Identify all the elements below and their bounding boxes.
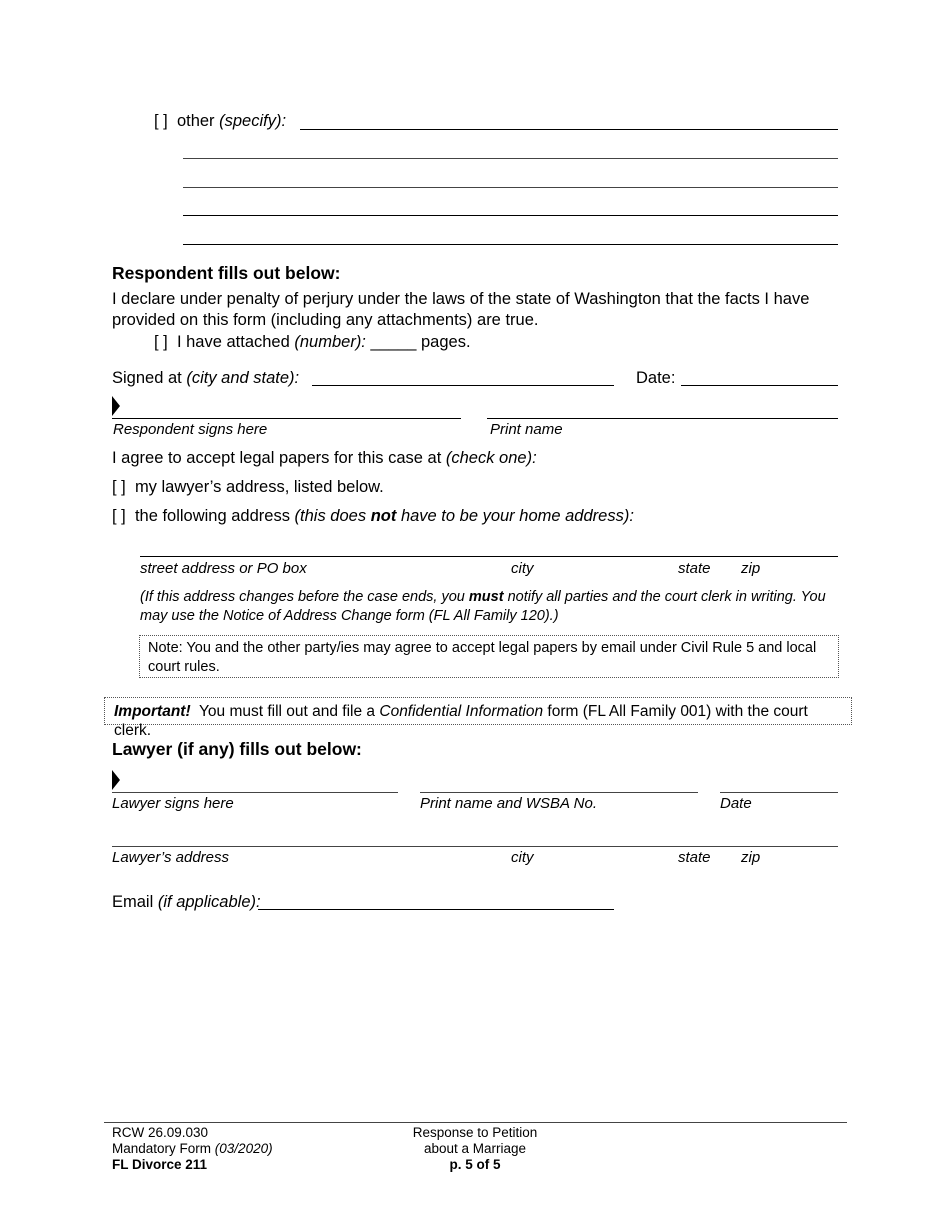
respondent-sign-caption: Respondent signs here	[113, 421, 268, 438]
respondent-print-name-field[interactable]	[487, 418, 838, 419]
address-change-notice: (If this address changes before the case ends, you must notify all parties and the court clerk in writing. You may use the Notice of Address Change form (FL All Family 120).)	[140, 589, 826, 624]
option-lawyer-label: my lawyer’s address, listed below.	[134, 478, 384, 496]
email-field[interactable]	[258, 909, 614, 910]
sign-arrow-icon	[112, 396, 120, 416]
important-box: Important! You must fill out and file a Confidential Information form (FL All Family 001) with the court clerk.	[104, 697, 852, 725]
lawyer-address-field[interactable]	[112, 846, 838, 847]
footer-left	[112, 1125, 273, 1173]
lawyer-date-field[interactable]	[720, 792, 838, 793]
attached-row	[154, 333, 471, 352]
respondent-heading: Respondent fills out below:	[112, 263, 341, 283]
option-following-checkbox[interactable]: [ ]	[112, 507, 126, 525]
email-hint: (if applicable):	[157, 893, 261, 911]
attached-number-hint: (number):	[294, 333, 366, 351]
other-checkbox[interactable]: [ ]	[154, 112, 168, 130]
lawyer-print-caption: Print name and WSBA No.	[420, 795, 598, 812]
attached-checkbox[interactable]: [ ]	[154, 333, 168, 351]
lawyer-state-caption: state	[678, 849, 711, 866]
other-line-5[interactable]	[183, 244, 838, 245]
agree-text: I agree to accept legal papers for this case at (check one):	[112, 449, 537, 467]
footer-rule	[104, 1122, 847, 1123]
addr-state-caption: state	[678, 560, 711, 577]
footer-form-id: FL Divorce 211	[112, 1157, 208, 1172]
other-label: other	[176, 112, 215, 130]
other-line-3[interactable]	[183, 187, 838, 188]
other-specify-field[interactable]	[300, 129, 838, 130]
addr-city-caption: city	[511, 560, 534, 577]
important-label: Important!	[114, 703, 191, 720]
lawyer-heading: Lawyer (if any) fills out below:	[112, 739, 362, 759]
addr-street-caption: street address or PO box	[140, 560, 307, 577]
lawyer-date-caption: Date	[720, 795, 752, 812]
email-service-note: Note: You and the other party/ies may agree to accept legal papers by email under Civil Rule 5 and local court rules.	[139, 635, 839, 678]
other-line-4[interactable]	[183, 215, 838, 216]
option-lawyer-checkbox[interactable]: [ ]	[112, 478, 126, 496]
footer-page: p. 5 of 5	[449, 1157, 501, 1172]
lawyer-city-caption: city	[511, 849, 534, 866]
lawyer-signature-field[interactable]	[112, 792, 398, 793]
service-address-field[interactable]	[140, 556, 838, 557]
lawyer-sign-arrow-icon	[112, 770, 120, 790]
option-following-hint: (this does not have to be your home address):	[294, 507, 634, 525]
email-label: Email (if applicable):	[112, 893, 261, 911]
option-following-label: the following address	[134, 507, 290, 525]
footer-title-1: Response to Petition	[412, 1125, 538, 1140]
respondent-signature-field[interactable]	[112, 418, 461, 419]
lawyer-zip-caption: zip	[741, 849, 761, 866]
footer-mandatory: Mandatory Form (03/2020)	[112, 1141, 273, 1156]
respondent-print-caption: Print name	[490, 421, 563, 438]
respondent-declaration: I declare under penalty of perjury under the laws of the state of Washington that the facts I have provided on this form (including any attachments) are true.	[112, 290, 810, 329]
addr-zip-caption: zip	[741, 560, 761, 577]
attached-label: I have attached	[176, 333, 290, 351]
option-following-address	[112, 507, 634, 526]
footer-title-2: about a Marriage	[423, 1141, 527, 1156]
attached-number-field[interactable]: _____	[370, 333, 417, 351]
lawyer-address-caption: Lawyer’s address	[112, 849, 230, 866]
footer-center	[375, 1125, 575, 1173]
other-line-2[interactable]	[183, 158, 838, 159]
confidential-form-name: Confidential Information	[379, 703, 544, 720]
option-lawyer-address	[112, 478, 384, 497]
signed-at-field[interactable]	[312, 385, 614, 386]
footer-rcw: RCW 26.09.030	[112, 1125, 209, 1140]
date-label: Date:	[636, 369, 676, 387]
date-field[interactable]	[681, 385, 838, 386]
signed-at-hint: (city and state):	[186, 369, 300, 387]
attached-pages: pages.	[420, 333, 471, 351]
agree-hint: (check one):	[445, 449, 537, 467]
signed-at-label: Signed at (city and state):	[112, 369, 300, 387]
lawyer-sign-caption: Lawyer signs here	[112, 795, 234, 812]
other-row	[154, 112, 286, 131]
other-specify-hint: (specify):	[219, 112, 287, 130]
lawyer-print-name-field[interactable]	[420, 792, 698, 793]
